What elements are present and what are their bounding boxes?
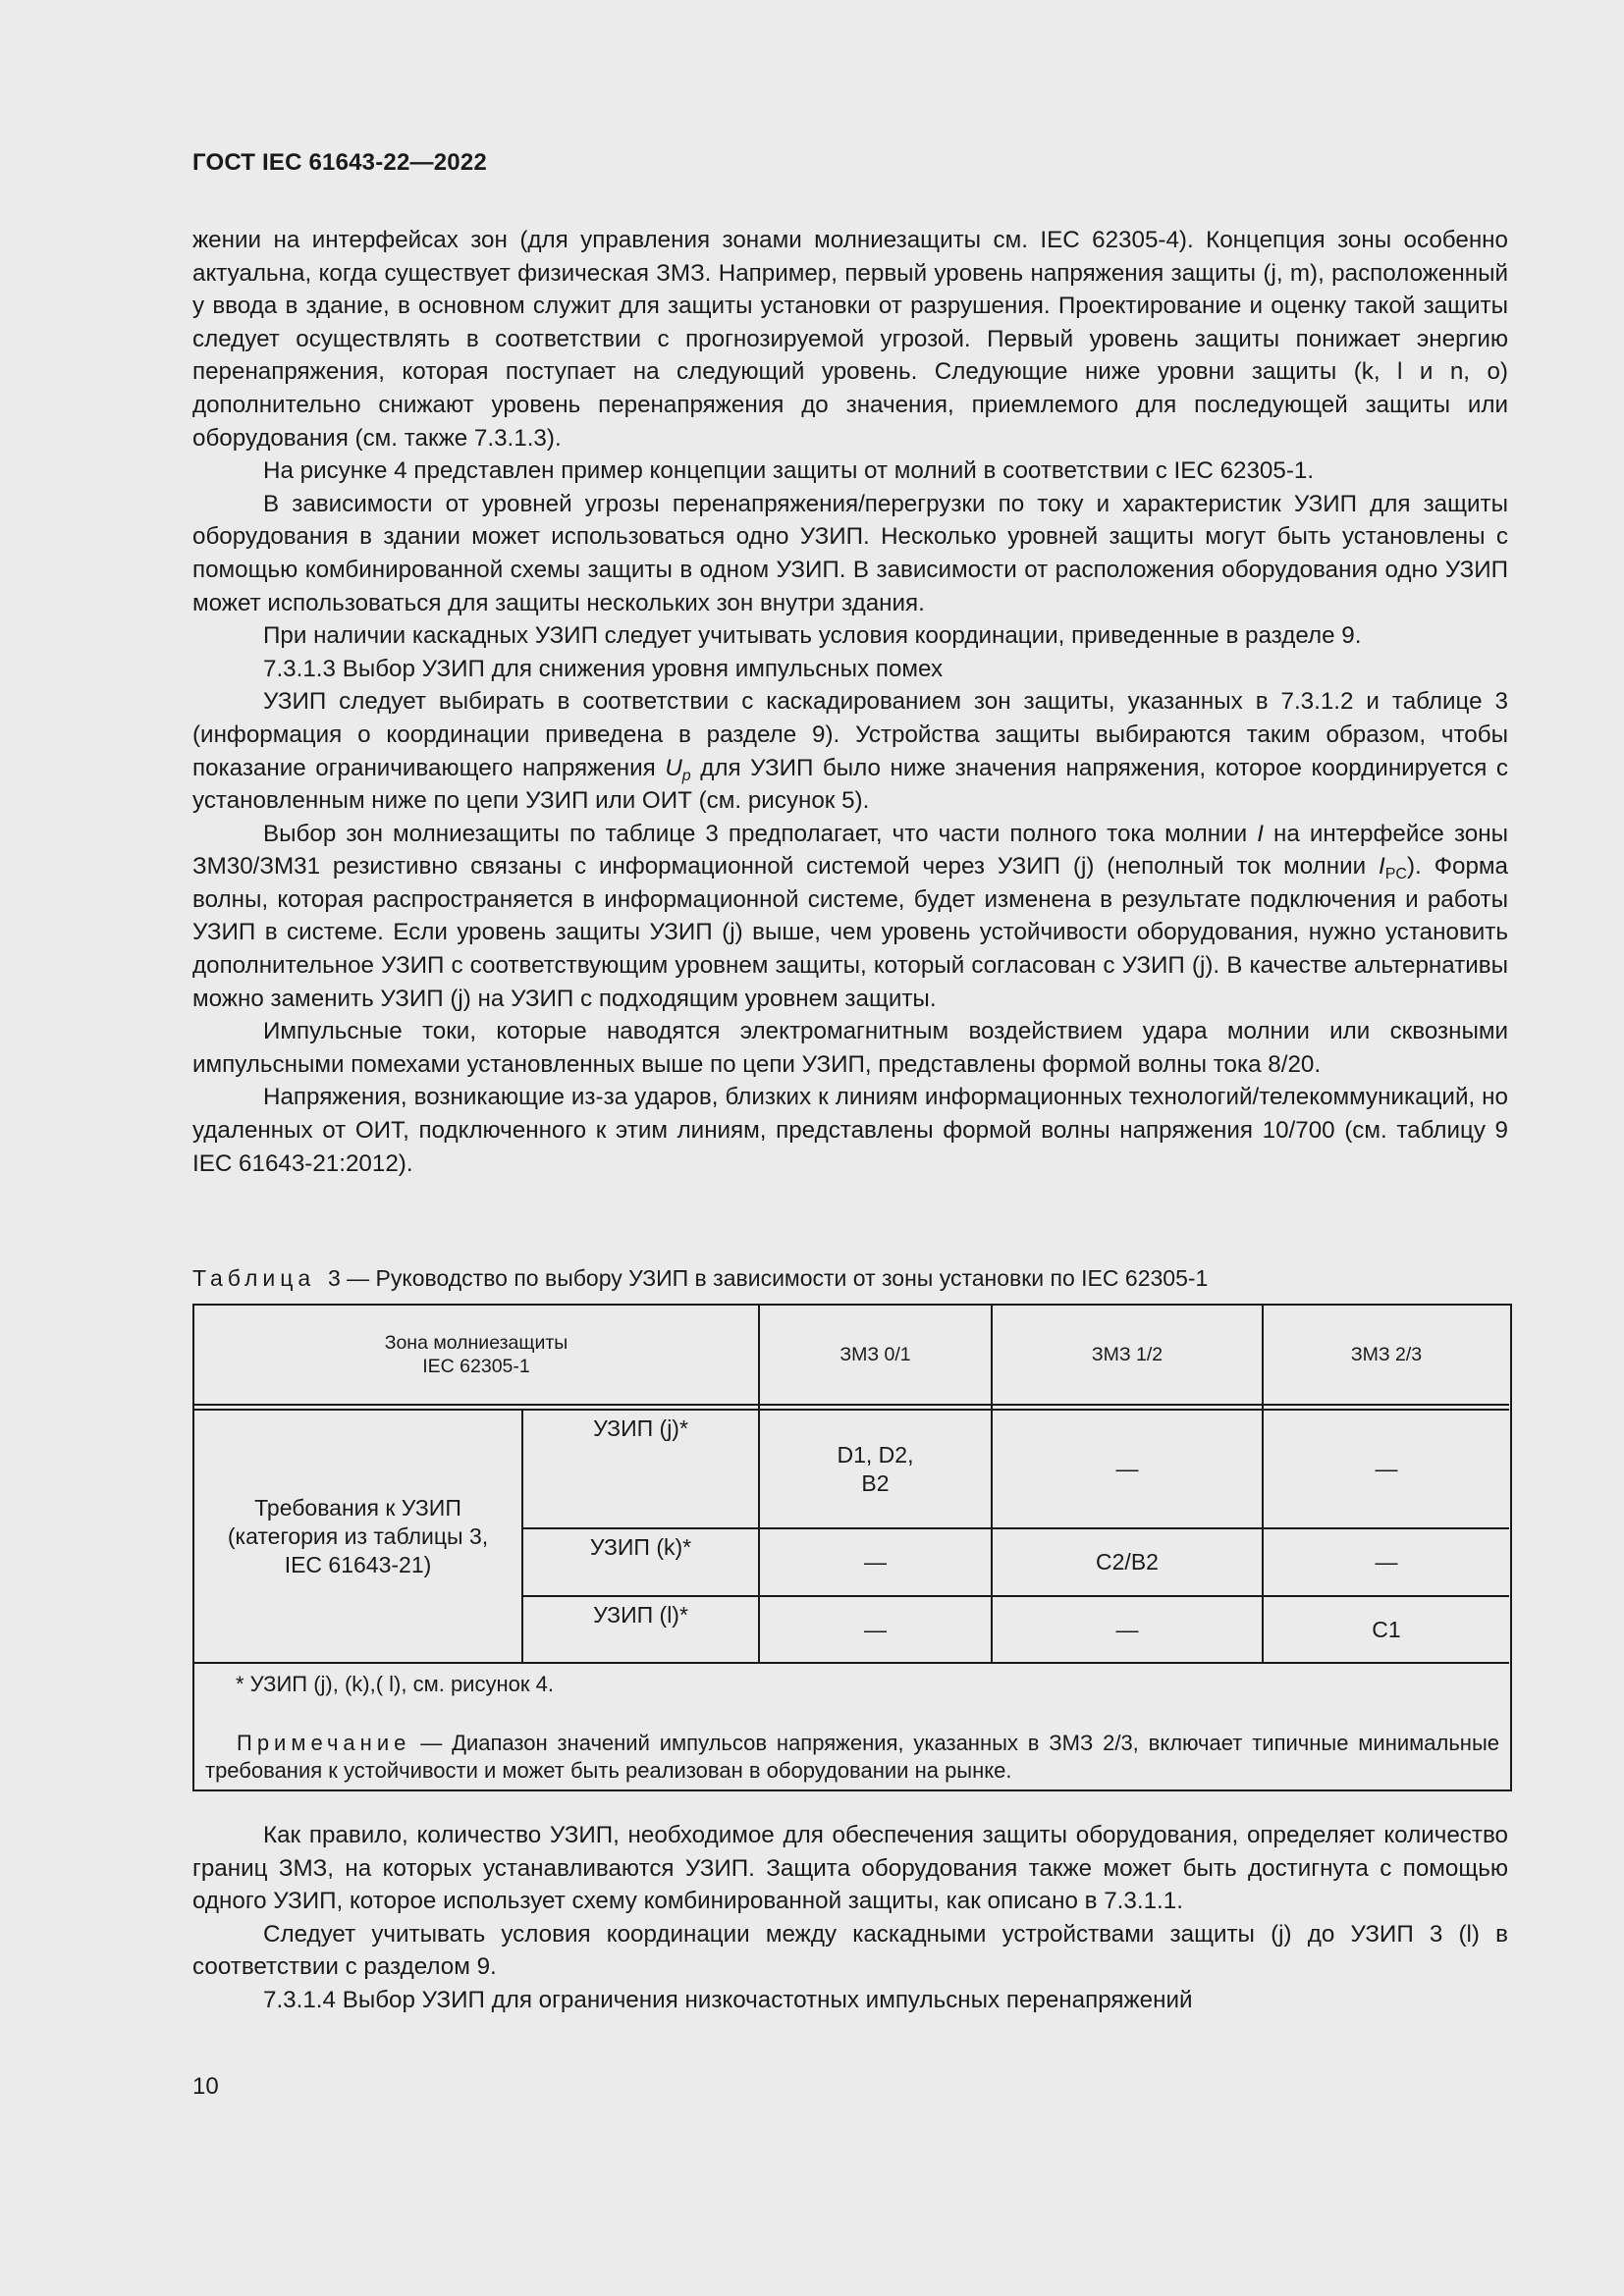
paragraph: Как правило, количество УЗИП, необходимое для обеспечения защиты оборудования, определяет количество границ ЗМЗ, на которых устанавливаются УЗИП. Защита оборудования также может быть достигнута с помощью одного УЗИП, которое использует схему комбинированной защиты, как описано в 7.3.1.1. — [192, 1822, 1508, 1915]
paragraph: Напряжения, возникающие из-за ударов, близких к линиям информационных технологий/телекоммуникаций, но удаленных от ОИТ, подключенного к этим линиям, представлены формой волны напряжения 10/700 (см. таблицу 9 IEC 61643-21:2012). — [192, 1084, 1508, 1177]
table-cell: — — [1115, 1616, 1139, 1642]
body-text-after-table — [192, 1819, 1508, 2017]
paragraph: При наличии каскадных УЗИП следует учитывать условия координации, приведенные в разделе 9. — [263, 622, 1362, 650]
document-header: ГОСТ IEC 61643-22—2022 — [192, 149, 487, 176]
table-cell: — — [864, 1549, 887, 1575]
table-cell: D1, D2, B2 — [837, 1441, 914, 1496]
row-group-label: Требования к УЗИП (категория из таблицы 3, IEC 61643-21) — [227, 1494, 489, 1577]
paragraph: жении на интерфейсах зон (для управления зонами молниезащиты см. IEC 62305-4). Концепция зоны особенно актуальна, когда существует физическая ЗМЗ. Например, первый уровень напряжения защиты (j, m), расположенный у ввода в здание, в основном служит для защиты установки от разрушения. Проектирование и оценку такой защиты следует осуществлять в соответствии с прогнозируемой угрозой. Первый уровень защиты понижает энергию перенапряжения, которая поступает на следующий уровень. Следующие ниже уровни защиты (k, l и n, o) дополнительно снижают уровень перенапряжения до значения, приемлемого для последующей защиты или оборудования (см. также 7.3.1.3). — [192, 227, 1508, 452]
row-label: УЗИП (k)* — [589, 1534, 692, 1560]
table-cell: — — [1115, 1456, 1139, 1481]
table-header-zone: Зона молниезащиты IEC 62305-1 — [384, 1332, 568, 1377]
table-header-col: ЗМЗ 0/1 — [839, 1344, 911, 1365]
paragraph: Импульсные токи, которые наводятся электромагнитным воздействием удара молнии или сквозными импульсными помехами установленных выше по цепи УЗИП, представлены формой волны тока 8/20. — [192, 1018, 1508, 1078]
table-cell: — — [1375, 1456, 1398, 1481]
table-cell: C1 — [1372, 1616, 1401, 1642]
paragraph: Выбор зон молниезащиты по таблице 3 предполагает, что части полного тока молнии I на интерфейсе зоны ЗМ30/ЗМ31 резистивно связаны с информационной системой через УЗИП (j) (неполный ток молнии $I_{PC}$). Форма волны, которая распространяется в информационной системе, будет изменена в результате подключения и работы УЗИП в системе. Если уровень защиты УЗИП (j) выше, чем уровень устойчивости оборудования, нужно установить дополнительное УЗИП с соответствующим уровнем защиты, который согласован с УЗИП (j). В качестве альтернативы можно заменить УЗИП (j) на УЗИП с подходящим уровнем защиты. — [192, 820, 1508, 1012]
section-heading: 7.3.1.3 Выбор УЗИП для снижения уровня импульсных помех — [263, 655, 944, 682]
paragraph: УЗИП следует выбирать в соответствии с каскадированием зон защиты, указанных в 7.3.1.2 и таблице 3 (информация о координации приведена в разделе 9). Устройства защиты выбираются таким образом, чтобы показание ограничивающего напряжения $U_p$ для УЗИП было ниже значения напряжения, которое координируется с установленным ниже по цепи УЗИП или ОИТ (см. рисунок 5). — [192, 688, 1508, 815]
paragraph: На рисунке 4 представлен пример концепции защиты от молний в соответствии с IEC 62305-1. — [263, 457, 1315, 485]
table-note: Примечание — Диапазон значений импульсов напряжения, указанных в ЗМЗ 2/3, включает типичные минимальные требования к устойчивости и может быть реализован в оборудовании на рынке. — [205, 1731, 1499, 1783]
table-caption: Таблица 3 — Руководство по выбору УЗИП в зависимости от зоны установки по IEC 62305-1 — [192, 1265, 1209, 1291]
table-footnote: * УЗИП (j), (k),( l), см. рисунок 4. — [236, 1672, 554, 1696]
table-header-col: ЗМЗ 1/2 — [1091, 1344, 1164, 1365]
table-cell: — — [1375, 1549, 1398, 1575]
paragraph: В зависимости от уровней угрозы перенапряжения/перегрузки по току и характеристик УЗИП для защиты оборудования в здании может использоваться одно УЗИП. Несколько уровней защиты могут быть установлены с помощью комбинированной схемы защиты в одном УЗИП. В зависимости от расположения оборудования одно УЗИП может использоваться для защиты нескольких зон внутри здания. — [192, 490, 1508, 616]
section-heading: 7.3.1.4 Выбор УЗИП для ограничения низкочастотных импульсных перенапряжений — [263, 1986, 1193, 2013]
table-cell: C2/B2 — [1096, 1549, 1159, 1575]
paragraph: Следует учитывать условия координации между каскадными устройствами защиты (j) до УЗИП 3 (l) в соответствии с разделом 9. — [192, 1920, 1508, 1981]
body-text — [192, 224, 1508, 1180]
selection-table — [192, 1304, 1512, 1791]
row-label: УЗИП (l)* — [593, 1602, 688, 1628]
page-number: 10 — [192, 2073, 219, 2100]
table-header-col: ЗМЗ 2/3 — [1350, 1344, 1423, 1365]
table-cell: — — [864, 1616, 887, 1642]
row-label: УЗИП (j)* — [593, 1415, 688, 1441]
